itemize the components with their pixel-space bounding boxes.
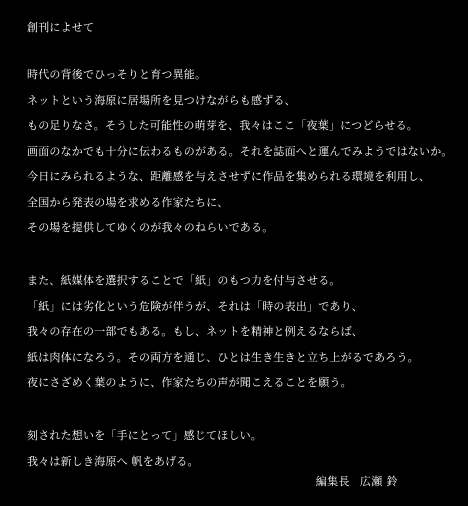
text-line: 刻された想いを「手にとって」感じてほしい。	[27, 429, 262, 442]
text-line: 紙は肉体になろう。その両方を通じ、ひとは生き生きと立ち上がるであろう。	[27, 350, 419, 364]
signature-name: 広瀬 鈴	[359, 475, 398, 488]
text-line: もの足りなさ。そうした可能性の萌芽を、我々はここ「夜葉」につどらせる。	[27, 119, 419, 132]
signature-role: 編集長	[315, 475, 350, 488]
text-line: 今日にみられるような、距離感を与えさせずに作品を集められる環境を利用し、	[27, 170, 431, 183]
paragraph-1	[27, 62, 453, 241]
paragraph-2	[27, 268, 419, 396]
paragraph-3	[27, 423, 262, 474]
text-line: 全国から発表の場を求める作家たちに、	[27, 195, 229, 209]
manifesto-title: 創刊によせて	[27, 21, 95, 34]
text-line: また、紙媒体を選択することで「紙」のもつ力を付与させる。	[27, 274, 341, 287]
text-line: 「紙」には劣化という危険が伴うが、それは「時の表出」であり、	[27, 299, 363, 313]
text-line: 時代の背後でひっそりと育つ異能。	[27, 68, 207, 81]
text-line: 画面のなかでも十分に伝わるものがある。それを誌面へと運んでみようではないか。	[27, 144, 453, 158]
text-line: 夜にさざめく葉のように、作家たちの声が聞こえることを願う。	[27, 376, 352, 389]
text-line: ネットという海原に居場所を見つけながらも感ずる、	[27, 93, 296, 107]
editor-signature	[316, 474, 398, 489]
text-line: その場を提供してゆくのが我々のねらいである。	[27, 221, 274, 234]
text-line: 我々の存在の一部でもある。もし、ネットを精神と例えるならば、	[27, 325, 363, 338]
text-line: 我々は新しき海原へ 帆をあげる。	[27, 454, 199, 468]
